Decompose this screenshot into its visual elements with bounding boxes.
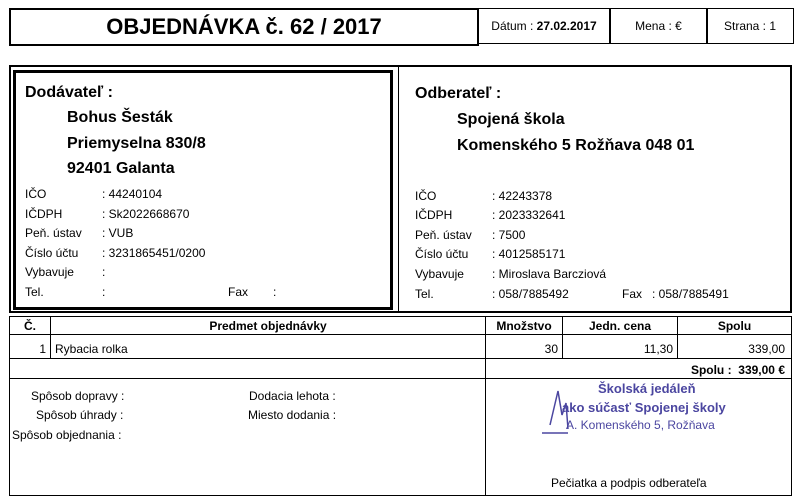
buyer-heading: Odberateľ : (415, 85, 502, 102)
currency-field: Mena : € (609, 8, 708, 44)
supplier-fax-value: : (273, 285, 277, 299)
payment-label: Spôsob úhrady : (36, 408, 124, 422)
buyer-ico-label: IČO (415, 189, 437, 203)
date-field (477, 8, 611, 44)
buyer-account-value: : 4012585171 (492, 247, 566, 261)
row-unit-price: 11,30 (643, 341, 673, 356)
supplier-fax-label: Fax (228, 285, 249, 299)
stamp-line-1: Školská jedáleň (598, 381, 696, 396)
col-header-item: Predmet objednávky (209, 318, 327, 333)
supplier-bank-value: : VUB (102, 226, 134, 240)
col-header-total: Spolu (717, 318, 752, 333)
col-header-quantity: Množstvo (496, 318, 552, 333)
stamp-line-2: ako súčasť Spojenej školy (562, 400, 726, 415)
row-item: Rybacia rolka (55, 341, 128, 356)
stamp-line-3: A. Komenského 5, Rožňava (566, 418, 715, 432)
supplier-account-value: : 3231865451/0200 (102, 246, 206, 260)
row-total: 339,00 (748, 341, 785, 356)
document-title: OBJEDNÁVKA č. 62 / 2017 (9, 8, 479, 46)
grand-total-label: Spolu : (690, 362, 732, 377)
supplier-name: Bohus Šesták (67, 109, 173, 126)
buyer-tel-label: Tel. (415, 287, 434, 301)
supplier-contact-label: Vybavuje (25, 265, 74, 279)
page-number: Strana : 1 (706, 8, 794, 44)
date-label: Dátum : (491, 19, 534, 33)
transport-label: Spôsob dopravy : (31, 389, 125, 403)
ordering-label: Spôsob objednania : (12, 428, 122, 442)
delivery-place-label: Miesto dodania : (248, 408, 337, 422)
supplier-ico-value: : 44240104 (102, 187, 163, 201)
supplier-account-label: Číslo účtu (25, 246, 79, 260)
buyer-account-label: Číslo účtu (415, 247, 469, 261)
buyer-fax-label: Fax (622, 287, 643, 301)
supplier-icdph-value: : Sk2022668670 (102, 207, 190, 221)
row-quantity: 30 (544, 341, 558, 356)
supplier-ico-label: IČO (25, 187, 47, 201)
signature-label: Pečiatka a podpis odberateľa (551, 476, 707, 490)
buyer-bank-label: Peň. ústav (415, 228, 472, 242)
grand-total-value: 339,00 € (738, 362, 785, 377)
supplier-tel-value: : (102, 285, 106, 299)
supplier-tel-label: Tel. (25, 285, 44, 299)
buyer-ico-value: : 42243378 (492, 189, 553, 203)
supplier-heading: Dodávateľ : (25, 84, 113, 101)
supplier-street: Priemyselna 830/8 (67, 135, 206, 152)
grand-total (486, 361, 785, 378)
supplier-icdph-label: IČDPH (25, 207, 63, 221)
buyer-fax-value: : 058/7885491 (652, 287, 729, 301)
delivery-term-label: Dodacia lehota : (249, 389, 336, 403)
buyer-contact-value: : Miroslava Barcziová (492, 267, 607, 281)
supplier-city: 92401 Galanta (67, 160, 175, 177)
buyer-name: Spojená škola (457, 111, 565, 128)
row-number: 1 (39, 341, 46, 356)
table-row-line (9, 358, 792, 359)
col-header-number: Č. (24, 318, 36, 333)
date-value: 27.02.2017 (536, 19, 597, 33)
col-header-unit-price: Jedn. cena (588, 318, 652, 333)
buyer-tel-value: : 058/7885492 (492, 287, 569, 301)
supplier-bank-label: Peň. ústav (25, 226, 82, 240)
table-header-line (9, 334, 792, 335)
buyer-contact-label: Vybavuje (415, 267, 464, 281)
buyer-icdph-value: : 2023332641 (492, 208, 566, 222)
buyer-address: Komenského 5 Rožňava 048 01 (457, 137, 695, 154)
signature-mark (538, 385, 578, 445)
parties-divider (398, 66, 399, 312)
buyer-icdph-label: IČDPH (415, 208, 453, 222)
supplier-contact-value: : (102, 265, 106, 279)
buyer-bank-value: : 7500 (492, 228, 526, 242)
footer-divider (485, 378, 486, 496)
